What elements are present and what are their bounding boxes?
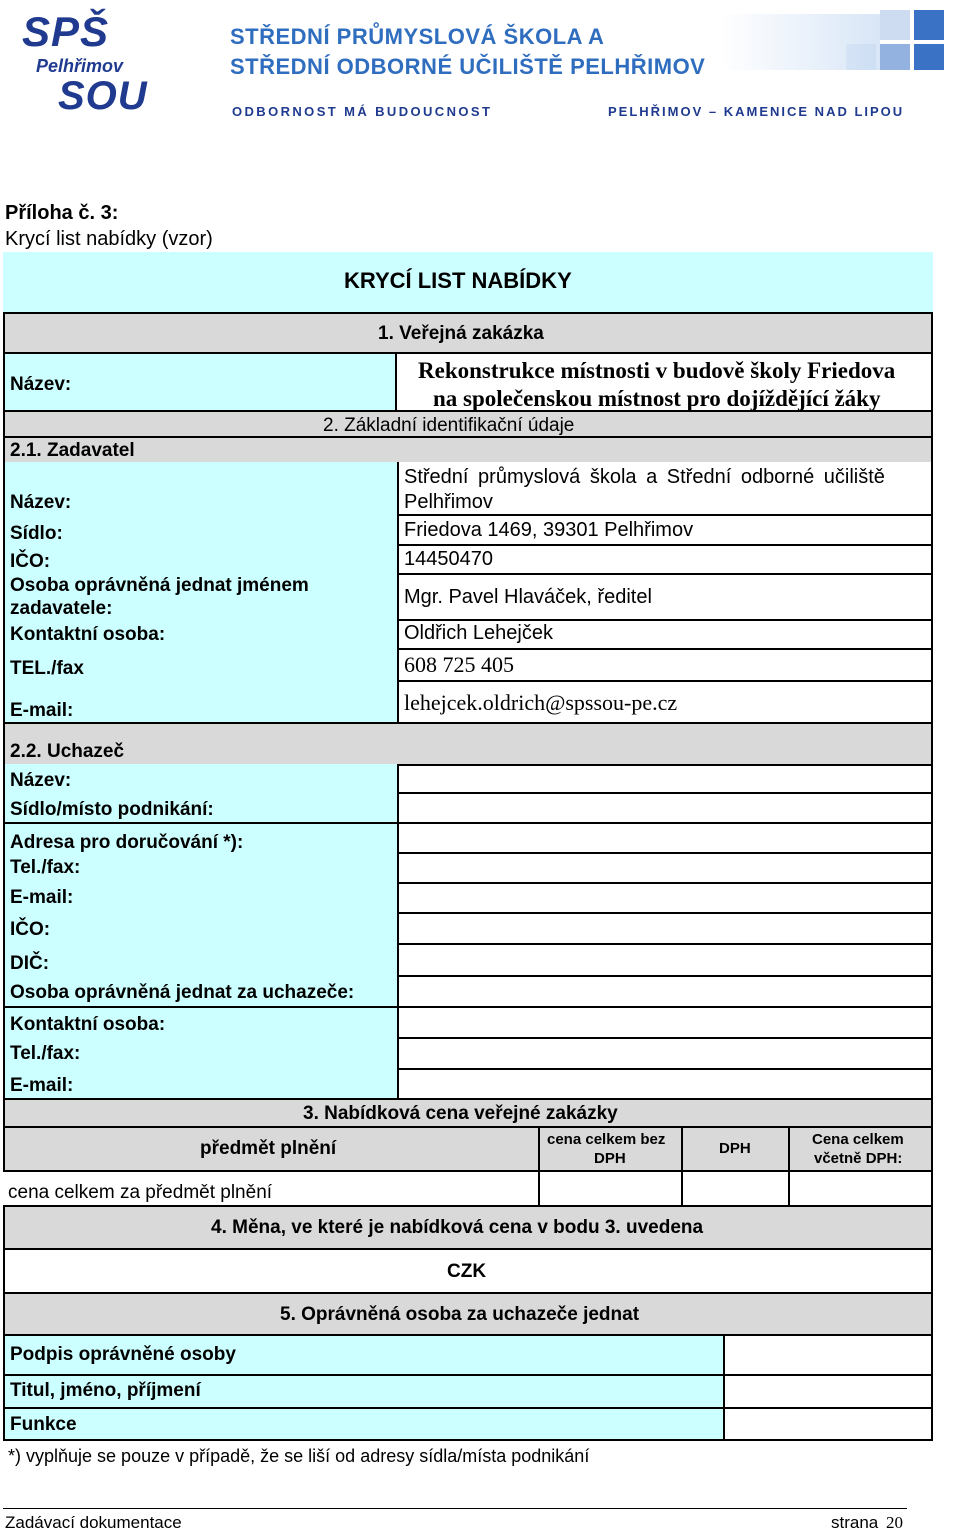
contract-name-line1: Rekonstrukce místnosti v budově školy Friedova [418,358,896,383]
form-title: KRYCÍ LIST NABÍDKY [344,268,572,293]
s5-sig-label: Podpis oprávněné osoby [10,1344,236,1365]
uchazec-heading: 2.2. Uchazeč [10,741,125,762]
section3-heading: 3. Nabídková cena veřejné zakázky [303,1103,618,1124]
uch-addr-input[interactable] [399,824,931,852]
school-motto: ODBORNOST MÁ BUDOUCNOST [232,104,493,119]
footer-rule [3,1508,907,1509]
uch-name-input[interactable] [399,766,931,792]
zad-name-line2: Pelhřimov [404,491,493,513]
price-col-nodph-label-1: cena celkem bez [547,1131,666,1148]
logo-sps-text: SPŠ [22,8,110,55]
uch-email2-input[interactable] [399,1070,931,1098]
price-col-total-label-1: Cena celkem [812,1131,904,1148]
section5-heading: 5. Oprávněná osoba za uchazeče jednat [280,1304,640,1325]
zad-seat-value: Friedova 1469, 39301 Pelhřimov [404,519,694,541]
appendix-label: Příloha č. 3: [5,202,119,224]
uch-email-input[interactable] [399,884,931,912]
logo-pelhrimov-text: Pelhřimov [36,56,124,76]
zad-name-label: Název: [10,492,72,513]
footer-page-number: 20 [886,1513,903,1532]
uch-contact-label: Kontaktní osoba: [10,1014,166,1035]
school-name-line2: STŘEDNÍ ODBORNÉ UČILIŠTĚ PELHŘIMOV [230,54,706,79]
uch-tel2-input[interactable] [399,1039,931,1068]
uch-tel2-label: Tel./fax: [10,1043,81,1064]
uch-name-label: Název: [10,770,72,791]
zad-email-value[interactable]: lehejcek.oldrich@spssou-pe.cz [404,690,678,715]
uch-tel-label: Tel./fax: [10,857,81,878]
footer-page-label: strana [831,1513,879,1532]
zad-ico-label: IČO: [10,551,51,572]
footnote: *) vyplňuje se pouze v případě, že se liší od adresy sídla/místa podnikání [8,1446,590,1466]
logo-sou-text: SOU [58,74,148,118]
zad-tel-label: TEL./fax [10,658,84,679]
zadavatel-heading: 2.1. Zadavatel [10,440,135,461]
price-col-nodph-label-2: DPH [594,1150,626,1167]
section1-heading: 1. Veřejná zakázka [378,323,544,344]
price-col-dph-label: DPH [719,1140,751,1157]
s5-func-label: Funkce [10,1414,77,1435]
zad-contact-label: Kontaktní osoba: [10,624,166,645]
footer-doc-title: Zadávací dokumentace [5,1513,182,1532]
zad-person-value: Mgr. Pavel Hlaváček, ředitel [404,586,652,608]
zad-tel-value: 608 725 405 [404,652,514,677]
zad-seat-label: Sídlo: [10,523,63,544]
price-total-input[interactable] [788,1170,933,1205]
uch-ico-input[interactable] [399,914,931,943]
zadavatel-header [3,438,933,462]
zad-person-label-1: Osoba oprávněná jednat jménem [10,575,309,596]
signature-input[interactable] [725,1336,931,1374]
price-col-subject-label: předmět plnění [200,1138,337,1159]
section4-heading: 4. Měna, ve které je nabídková cena v bodu 3. uvedena [211,1217,704,1238]
signatory-name-input[interactable] [725,1376,931,1407]
document-subtitle: Krycí list nabídky (vzor) [5,228,213,250]
zad-contact-value: Oldřich Lehejček [404,622,553,644]
s5-name-label: Titul, jméno, příjmení [10,1380,201,1401]
uchazec-header [3,724,933,764]
signatory-function-input[interactable] [725,1409,931,1439]
uch-addr-label: Adresa pro doručování *): [10,832,244,853]
uch-seat-label: Sídlo/místo podnikání: [10,799,214,820]
zad-ico-value: 14450470 [404,548,493,570]
currency-value: CZK [447,1261,487,1282]
price-dph-input[interactable] [681,1170,790,1205]
uch-email-label: E-mail: [10,887,74,908]
uch-contact-input[interactable] [399,1008,931,1037]
uch-ico-label: IČO: [10,919,51,940]
price-col-total-label-2: včetně DPH: [814,1150,903,1167]
letterhead [0,0,960,140]
uch-dic-input[interactable] [399,945,931,975]
price-row-label: cena celkem za předmět plnění [8,1182,273,1203]
uch-person-input[interactable] [399,977,931,1006]
zad-name-line1: Střední průmyslová škola a Střední odborné učiliště [404,466,885,488]
section2-heading: 2. Základní identifikační údaje [323,415,575,436]
s1-name-label: Název: [10,374,72,395]
price-nodph-input[interactable] [538,1170,683,1205]
uch-seat-input[interactable] [399,794,931,822]
school-locations: PELHŘIMOV – KAMENICE NAD LIPOU [608,104,905,119]
zad-email-label: E-mail: [10,700,74,721]
school-name-line1: STŘEDNÍ PRŮMYSLOVÁ ŠKOLA A [230,24,605,49]
uch-tel-input[interactable] [399,854,931,882]
uch-person-label: Osoba oprávněná jednat za uchazeče: [10,982,355,1003]
uch-dic-label: DIČ: [10,953,50,974]
zad-person-label-2: zadavatele: [10,598,113,619]
contract-name-line2: na společenskou místnost pro dojíždějící žáky [433,386,881,411]
uch-email2-label: E-mail: [10,1075,74,1096]
